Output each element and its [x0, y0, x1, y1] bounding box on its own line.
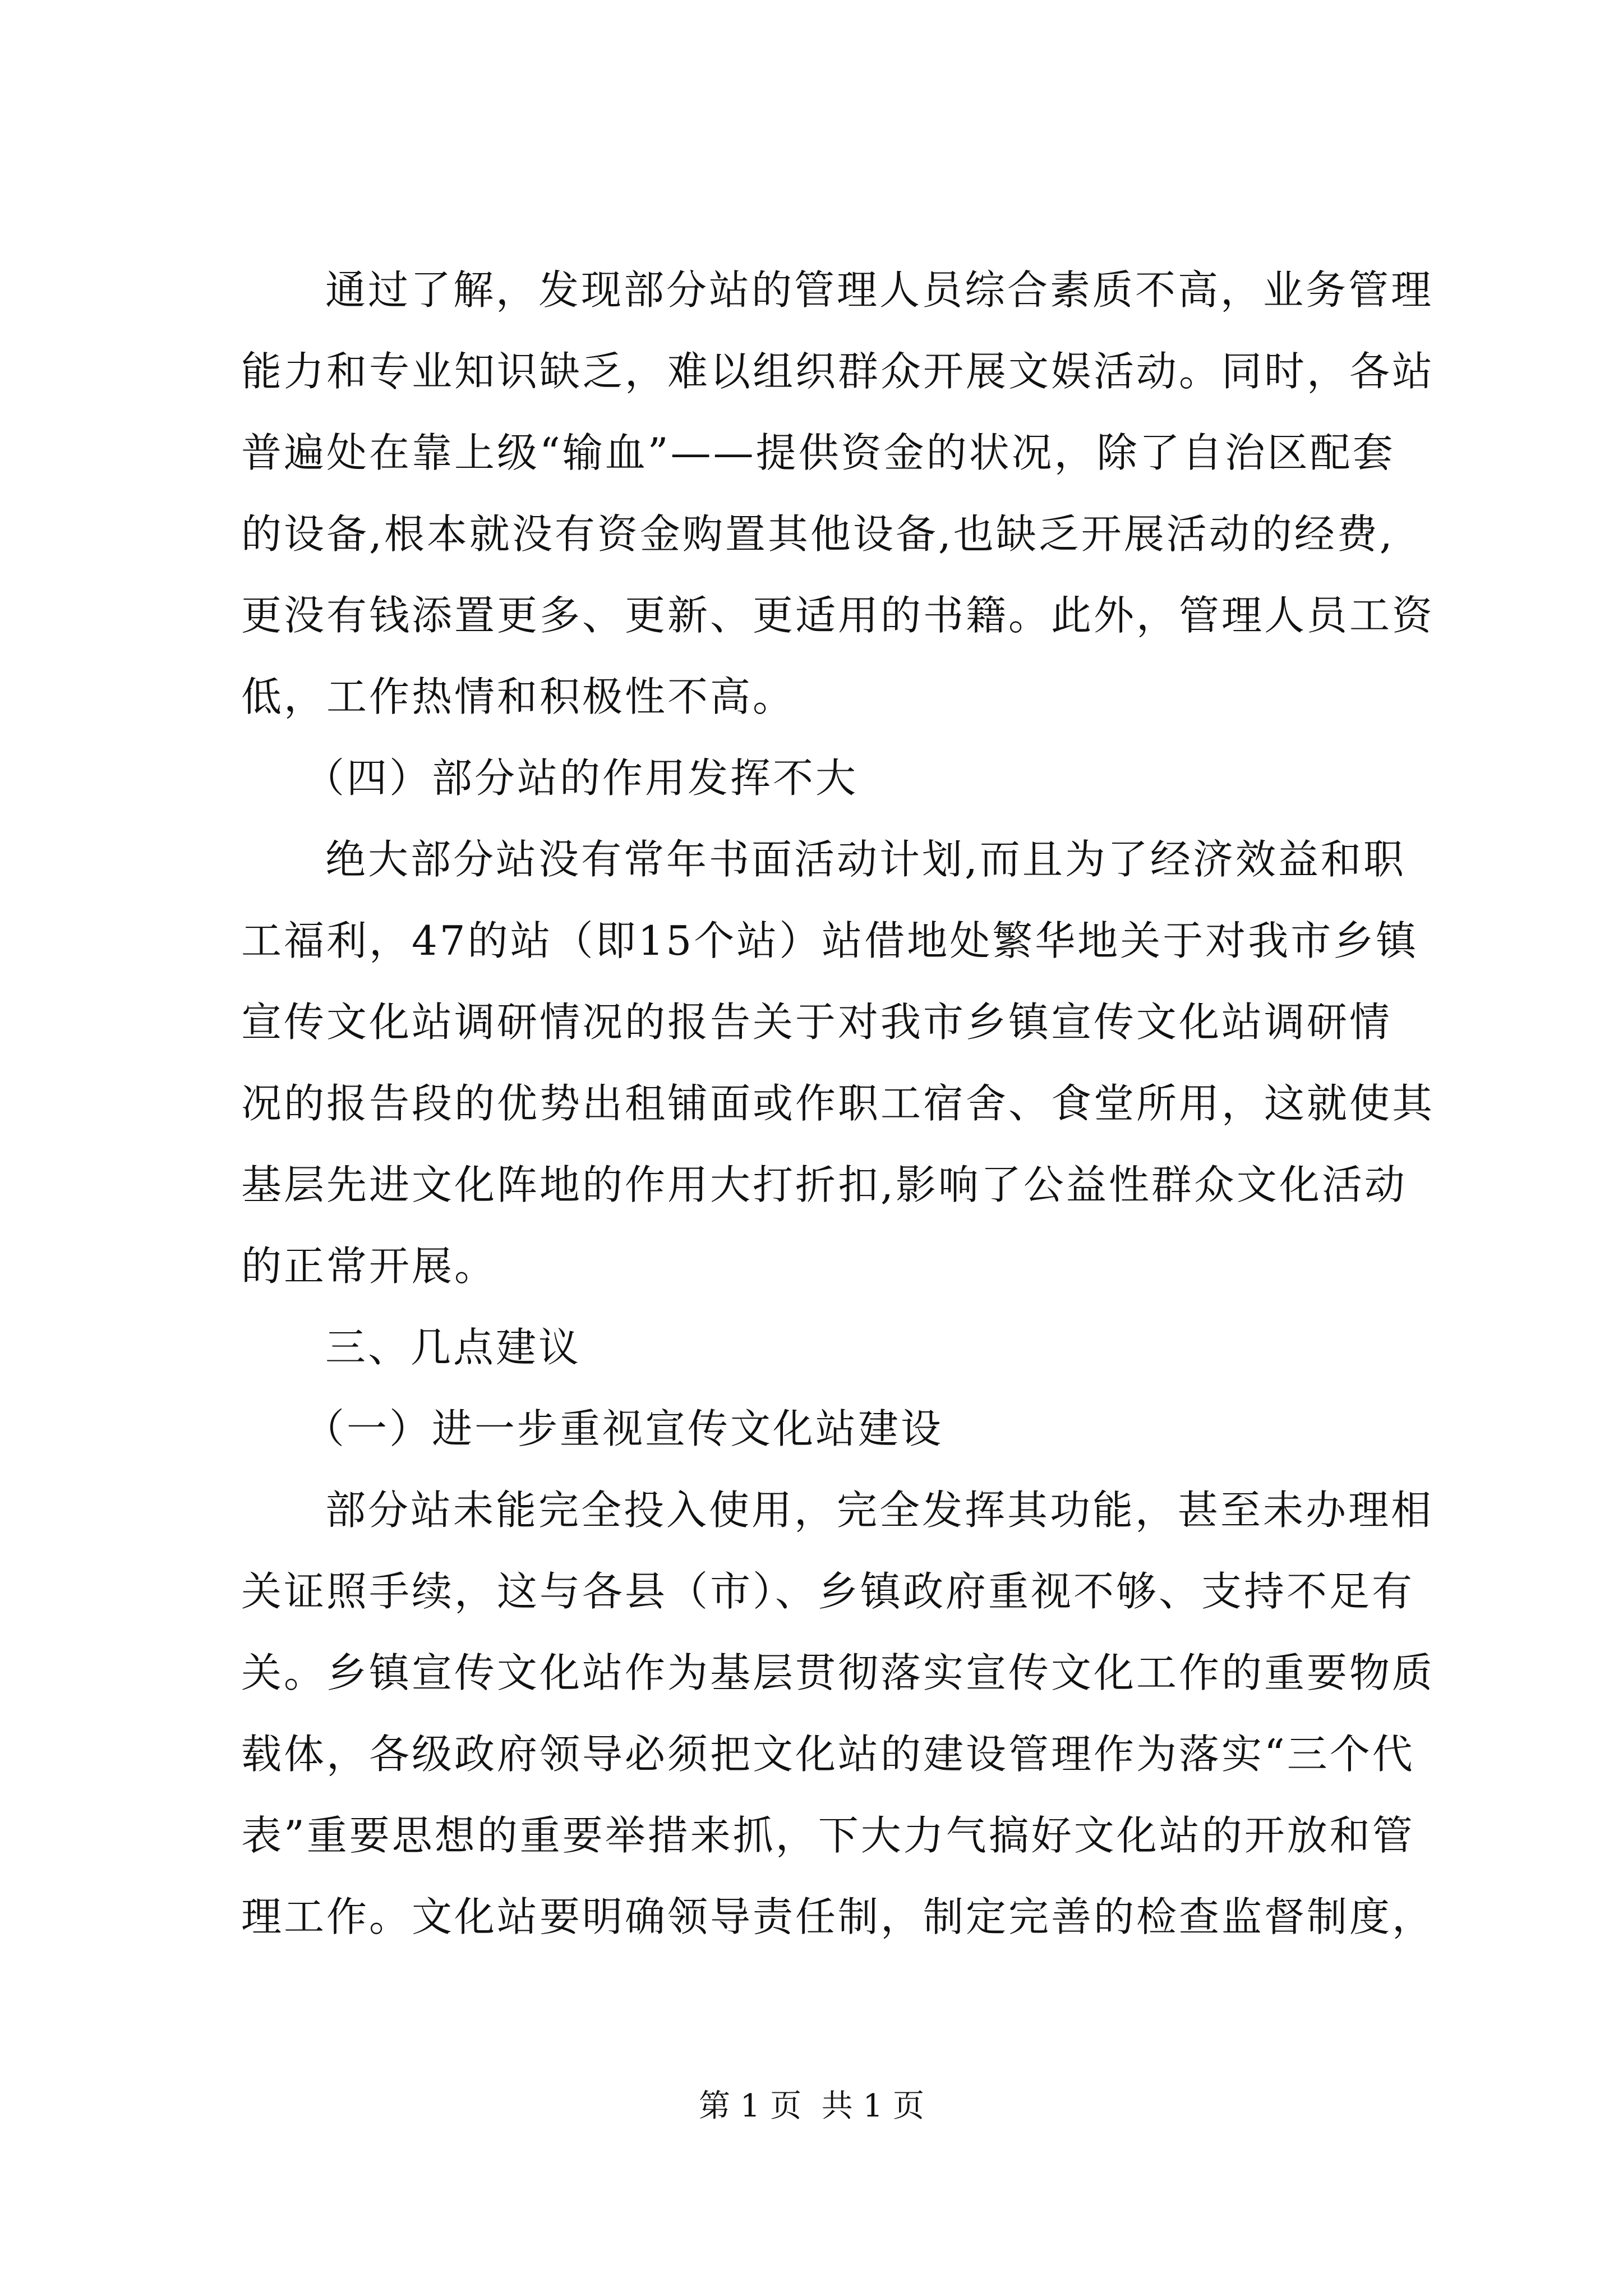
- text-line: 关。乡镇宣传文化站作为基层贯彻落实宣传文化工作的重要物质: [241, 1649, 1435, 1696]
- section-subheading: （一）进一步重视宣传文化站建设: [304, 1405, 944, 1452]
- text-line: 部分站未能完全投入使用，完全发挥其功能，甚至未办理相: [325, 1487, 1434, 1534]
- text-line: 基层先进文化阵地的作用大打折扣,影响了公益性群众文化活动: [241, 1161, 1407, 1208]
- text-line: 况的报告段的优势出租铺面或作职工宿舍、食堂所用，这就使其: [241, 1080, 1435, 1127]
- text-line: 表”重要思想的重要举措来抓，下大力气搞好文化站的开放和管: [241, 1812, 1415, 1859]
- text-line: 通过了解，发现部分站的管理人员综合素质不高，业务管理: [325, 266, 1434, 314]
- document-body: [241, 250, 1435, 1958]
- section-subheading: （四）部分站的作用发挥不大: [304, 754, 859, 802]
- text-line: 绝大部分站没有常年书面活动计划,而且为了经济效益和职: [325, 836, 1406, 883]
- section-heading: 三、几点建议: [325, 1324, 582, 1371]
- text-line: 理工作。文化站要明确领导责任制，制定完善的检查监督制度，: [241, 1893, 1435, 1940]
- text-line: 能力和专业知识缺乏，难以组织群众开展文娱活动。同时，各站: [241, 348, 1435, 395]
- text-line: 低，工作热情和积极性不高。: [241, 673, 796, 720]
- text-line: 的设备,根本就没有资金购置其他设备,也缺乏开展活动的经费,: [241, 510, 1395, 558]
- text-line: 宣传文化站调研情况的报告关于对我市乡镇宣传文化站调研情: [241, 999, 1393, 1046]
- text-line: 普遍处在靠上级“输血”——提供资金的状况，除了自治区配套: [241, 429, 1395, 476]
- text-line: 关证照手续，这与各县（市）、乡镇政府重视不够、支持不足有: [241, 1568, 1415, 1615]
- page-number-footer: 第 1 页 共 1 页: [698, 2088, 925, 2124]
- text-line: 的正常开展。: [241, 1243, 497, 1290]
- text-line: 载体，各级政府领导必须把文化站的建设管理作为落实“三个代: [241, 1731, 1415, 1778]
- text-line: 工福利，47的站（即15个站）站借地处繁华地关于对我市乡镇: [241, 917, 1419, 964]
- text-line: 更没有钱添置更多、更新、更适用的书籍。此外，管理人员工资: [241, 592, 1435, 639]
